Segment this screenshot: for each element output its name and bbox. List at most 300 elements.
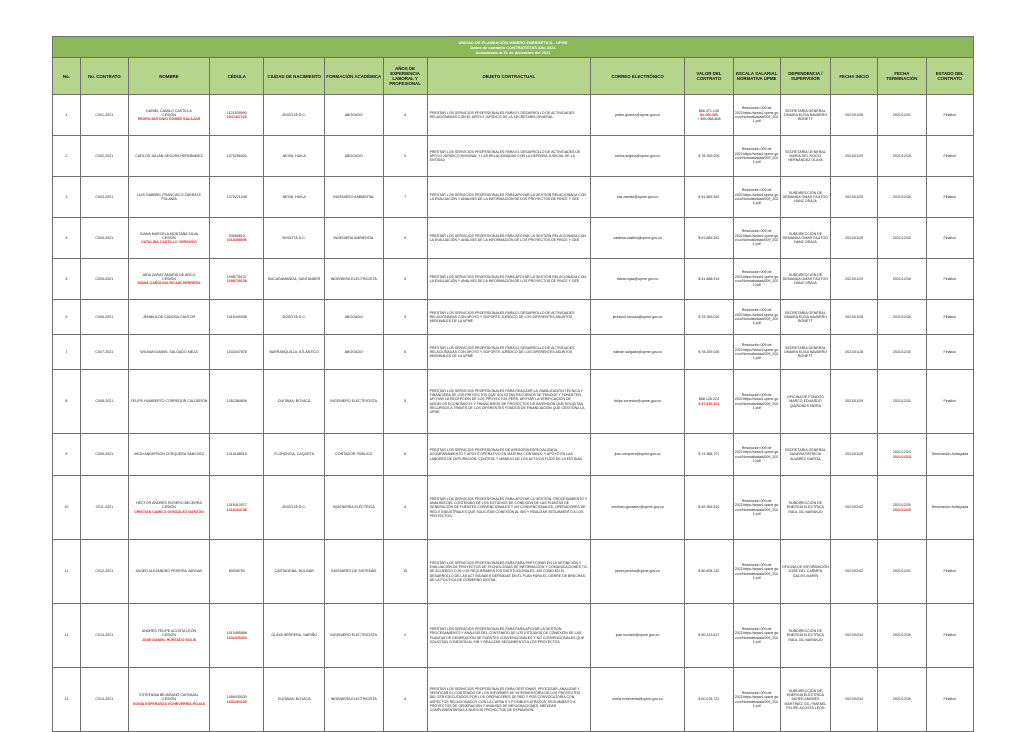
academic-training: ABOGADO — [344, 112, 363, 117]
header-dependencia: DEPENDENCIA / SUPERVISOR — [780, 58, 830, 95]
email-address-cell — [590, 668, 684, 732]
header-escala: ESCALA SALARIAL NORMATIVA UPME — [733, 58, 780, 95]
email-address: jhon.cerquera@upme.gov.co — [614, 452, 661, 457]
end-date: 2021/12/30 — [892, 349, 911, 354]
contract-number: C009-2021 — [95, 452, 114, 457]
contractor-name: JAVIER ALEJANDRO PEREIRA VARGAS — [135, 569, 203, 574]
cession-label: CESIÓN — [162, 633, 176, 638]
contract-object: PRESTAR LOS SERVICIOS PROFESIONALES PARA APOYAR LA GESTIÓN RELACIONADA CON LA EVALUACIÓN Y ANÁLISIS DE LA INFORMACIÓN DE LOS PROYECTOS DE PINCE Y GEE — [429, 233, 586, 242]
contract-status: Finalizó — [943, 194, 956, 199]
contract-status-cell — [926, 95, 974, 136]
department-supervisor: SECRETARÍA GENERAL OMAIRA ELISA NAVARRO BONETT — [783, 345, 827, 359]
salary-scale-cell — [733, 434, 780, 476]
contract-object: PRESTAR LOS SERVICIOS PROFESIONALES PARA EL DESARROLLO DE ACTIVIDADES RELACIONADAS CON APOYO Y SOPORTE JURÍDICO DE LOS DIFERENTES ASUNTOS MISIONALES DE LA UPME — [429, 310, 575, 324]
end-date-cell — [878, 218, 926, 259]
salary-scale: Resolución 009 de 2021https://www1.upme.gov.co/Normatividad/009_2021.pdf — [734, 498, 779, 516]
contractor-name-cell — [128, 259, 209, 300]
email-address-cell — [590, 177, 684, 218]
row-number: 1 — [65, 112, 68, 117]
email-address: javier.pereira@upme.gov.co — [615, 569, 660, 574]
table-row — [53, 95, 974, 136]
contract-status: Finalizó — [943, 569, 956, 574]
email-address-cell — [590, 434, 684, 476]
contractor-name-cell — [128, 476, 209, 540]
years-experience: 4 — [404, 697, 407, 702]
contract-number: C012-2021 — [95, 569, 114, 574]
end-date-cell — [878, 300, 926, 335]
end-date: 2021/12/30 — [892, 503, 911, 508]
contract-number: C003-2021 — [95, 194, 114, 199]
contract-status-cell — [926, 604, 974, 668]
assignee-id: 1047437126 — [226, 115, 247, 119]
contract-object: PRESTAR LOS SERVICIOS PROFESIONALES PARA PARA APOYAR LA GESTIÓN, PROCESAMIENTO Y ANÁLISIS DEL CONTENIDO DE LOS ESTUDIOS DE CONEXIÓN DE LAS PLANTAS DE GENERACIÓN DE FUENTES CONVENCIONALES Y NO CONVENCIONALES QUE SOLICITAN CONEXIÓN AL SIN Y REALIZAR SEGUIMIENTO A LOS PROYECTOS — [429, 627, 585, 644]
department-supervisor-cell — [780, 335, 830, 370]
birth-city: BARRANQUILLA, ATLÁNTICO — [269, 349, 319, 354]
birth-city-cell — [264, 177, 325, 218]
salary-scale: Resolución 009 de 2021https://www1.upme.gov.co/Normatividad/009_2021.pdf — [734, 188, 779, 206]
birth-city-cell — [264, 218, 325, 259]
academic-training-cell — [325, 540, 384, 604]
years-experience: 5 — [404, 153, 407, 158]
department-supervisor-cell — [780, 259, 830, 300]
contract-value: $88.126.224 — [698, 397, 719, 402]
contract-number-cell — [80, 136, 128, 177]
contractor-name-cell — [128, 218, 209, 259]
email-address: jose.hurtado@upme.gov.co — [615, 633, 660, 638]
years-experience: 6 — [404, 452, 407, 457]
row-number: 10 — [64, 505, 69, 510]
academic-training-cell — [325, 434, 384, 476]
row-number-cell — [53, 540, 81, 604]
email-address-cell — [590, 335, 684, 370]
years-experience: 4 — [404, 505, 407, 510]
contractor-name-cell — [128, 335, 209, 370]
email-address-cell — [590, 218, 684, 259]
academic-training-cell — [325, 136, 384, 177]
academic-training-cell — [325, 218, 384, 259]
birth-city-cell — [264, 335, 325, 370]
email-address-cell — [590, 370, 684, 434]
row-number: 4 — [65, 235, 68, 240]
salary-scale-cell — [733, 604, 780, 668]
salary-scale: Resolución 009 de 2021https://www1.upme.gov.co/Normatividad/009_2021.pdf — [734, 308, 779, 326]
department-supervisor-cell — [780, 604, 830, 668]
start-date: 2021/02/04 — [845, 633, 864, 638]
department-supervisor-cell — [780, 540, 830, 604]
contract-value-cell — [685, 604, 733, 668]
contractor-name: FELIPE HUMBERTO CORREDOR CALDERÓN — [130, 399, 208, 404]
contractor-name-cell — [128, 370, 209, 434]
assignee-name: DIANA CAROLINA ROJAS HERRERA — [137, 281, 201, 286]
start-date: 2021/01/29 — [845, 452, 864, 457]
academic-training: ABOGADO — [344, 153, 363, 158]
contract-object-cell — [427, 300, 590, 335]
start-date-cell — [831, 259, 878, 300]
title-line-1: UNIDAD DE PLANEACIÓN MINERO ENERGÉTICA - UPME — [458, 39, 568, 45]
email-address: sonia.echeverria@upme.gov.co — [612, 697, 663, 702]
birth-city-cell — [264, 540, 325, 604]
id-number: 1052384806 — [226, 399, 247, 404]
academic-training-cell — [325, 300, 384, 335]
email-address: felipe.corredor@upme.gov.co — [614, 399, 662, 404]
department-supervisor: SECRETARÍA GENERAL OMAIRA ELISA NAVARRO BONETT — [783, 310, 827, 324]
id-number: 1075221248 — [226, 194, 247, 199]
contractor-name: ESTEFANIA BEJARANO CARVAJAL — [139, 693, 199, 698]
years-experience-cell — [383, 434, 427, 476]
academic-training: CONTADOR PÚBLICO — [335, 452, 373, 457]
academic-training: ABOGADO — [344, 349, 363, 354]
academic-training-cell — [325, 177, 384, 218]
salary-scale: Resolución 009 de 2021https://www1.upme.gov.co/Normatividad/009_2021.pdf — [734, 445, 779, 463]
id-number: 1121839990 — [226, 110, 247, 115]
contract-value: $ 52.365.510 — [698, 505, 720, 510]
academic-training-cell — [325, 95, 384, 136]
contract-value: $86.471.145 — [698, 108, 719, 113]
academic-training: INGENIERA ELECTRICISTA — [330, 276, 377, 281]
value-total: + $93.968.808 — [697, 117, 721, 122]
academic-training-cell — [325, 668, 384, 732]
contract-number: C008-2021 — [95, 399, 114, 404]
contract-object-cell — [427, 668, 590, 732]
academic-training-cell — [325, 370, 384, 434]
contract-status: Finalizó — [943, 112, 956, 117]
department-supervisor: SUBDIRECCIÓN DE ENERGÍA ELÉCTRICA RAÚL GIL NARANJO — [786, 629, 824, 642]
salary-scale-cell — [733, 177, 780, 218]
email-address: luis.zarrate@upme.gov.co — [616, 194, 659, 199]
start-date: 2021/01/28 — [845, 314, 864, 319]
academic-training: ABOGADO — [344, 314, 363, 319]
row-number-cell — [53, 668, 81, 732]
contract-object-cell — [427, 95, 590, 136]
department-supervisor: OFICINA DE INFORMACIÓN JOSÉ DEL CARMEN GALVIS MARÍN — [781, 565, 829, 578]
years-experience-cell — [383, 259, 427, 300]
birth-city-cell — [264, 95, 325, 136]
years-experience: 7 — [404, 194, 407, 199]
salary-scale-cell — [733, 668, 780, 732]
start-date-cell — [831, 300, 878, 335]
contract-value: $ 80.608.132 — [698, 569, 720, 574]
department-supervisor: SUBDIRECCIÓN DE DEMANDA OMAR FAJITOO HANZ ORAJA — [782, 231, 829, 245]
contract-object: PRESTAR LOS SERVICIOS PROFESIONALES DE ASESORÍA ESPECIALIZADA, ACOMPAÑAMIENTO Y APOYO OPERATIVO EN MATERIA CONTABLE; Y APOYO EN LAS LABORES DE DEPURACIÓN, CONTROL Y MANEJO DE LOS ACTIVOS FIJOS DE LA ENTIDAD. — [429, 448, 584, 461]
start-date: 2021/02/04 — [845, 697, 864, 702]
id-number-cell — [210, 604, 264, 668]
contract-value-cell — [685, 476, 733, 540]
birth-city: BOGOTÁ D.C. — [282, 112, 306, 117]
value-addition: $ 87.630.101 — [698, 401, 720, 406]
academic-training: INGENIERO DE SISTEMAS — [331, 569, 377, 574]
contract-number: C005-2021 — [95, 276, 114, 281]
id-number-cell — [210, 218, 264, 259]
contract-number-cell — [80, 177, 128, 218]
id-number-cell — [210, 335, 264, 370]
row-number-cell — [53, 136, 81, 177]
contract-object: PRESTAR LOS SERVICIOS PROFESIONALES PARA EL DESARROLLO DE ACTIVIDADES RELACIONADAS CON EL APOYO JURÍDICO DE LA SECRETARÍA GENERAL — [429, 110, 575, 119]
academic-training: INGENIERA AMBIENTAL — [333, 235, 374, 240]
contractor-name: HÉCTOR ANDRÉS ROSERO BECERRA — [136, 501, 202, 506]
end-date: 2021/12/30 — [892, 153, 911, 158]
email-address: diana.rojas@upme.gov.co — [616, 276, 659, 281]
contract-number: C004-2021 — [95, 235, 114, 240]
contract-value-cell — [685, 259, 733, 300]
table-row — [53, 434, 974, 476]
years-experience-cell — [383, 540, 427, 604]
contract-value-cell — [685, 335, 733, 370]
header-fin: FECHA TERMINACIÓN — [878, 58, 926, 95]
header-valor: VALOR DEL CONTRATO — [685, 58, 733, 95]
start-date: 2021/01/29 — [845, 399, 864, 404]
birth-city-cell — [264, 476, 325, 540]
birth-city-cell — [264, 434, 325, 476]
contract-number: C011-2021 — [95, 505, 114, 510]
row-number: 5 — [65, 276, 68, 281]
contract-value-cell — [685, 218, 733, 259]
contract-value: $ 50.313.817 — [698, 633, 720, 638]
table-row — [53, 136, 974, 177]
table-row — [53, 300, 974, 335]
email-address-cell — [590, 540, 684, 604]
assignee-id: 1018458096 — [226, 238, 247, 242]
contract-object: PRESTAR LOS SERVICIOS PROFESIONALES PARA EL DESARROLLO DE ACTIVIDADES RELACIONADAS CON APOYO Y SOPORTE JURÍDICO DE LOS DIFERENTES ASUNTOS MISIONALES DE LA UPME — [429, 345, 575, 359]
end-date-cell — [878, 370, 926, 434]
email-address: wilman.salgado@upme.gov.co — [613, 349, 662, 354]
end-date: 2021/12/30 — [892, 314, 911, 319]
header-row — [53, 58, 974, 95]
header-no: No. — [53, 58, 81, 95]
table-row — [53, 476, 974, 540]
years-experience-cell — [383, 668, 427, 732]
years-experience-cell — [383, 300, 427, 335]
contract-status: Finalizó — [943, 697, 956, 702]
row-number: 13 — [64, 697, 69, 702]
contract-object: PRESTAR LOS SERVICIOS PROFESIONALES PARA APOYAR LA GESTIÓN, PROCESAMIENTO Y ANÁLISIS DEL CONTENIDO DE LOS ESTUDIOS DE CONEXIÓN DE LAS PLANTAS DE GENERACIÓN DE FUENTES CONVENCIONALES Y NO CONVENCIONALES, OPERADORES DE RED E INDUSTRIALES QUE SOLICITAN CONEXIÓN AL SIN Y REALIZAR SEGUIMIENTO A LOS PROYECTOS. — [429, 496, 588, 518]
salary-scale: Resolución 009 de 2021https://www1.upme.gov.co/Normatividad/009_2021.pdf — [734, 147, 779, 165]
early-end-date: 2021/12/20 — [892, 507, 911, 512]
salary-scale: Resolución 009 de 2021https://www1.upme.gov.co/Normatividad/009_2021.pdf — [734, 343, 779, 361]
start-date: 2021/01/28 — [845, 349, 864, 354]
department-supervisor-cell — [780, 300, 830, 335]
years-experience-cell — [383, 177, 427, 218]
email-address: catalina.castillo@upme.gov.co — [613, 235, 662, 240]
salary-scale: Resolución 009 de 2021https://www1.upme.gov.co/Normatividad/009_2021.pdf — [734, 690, 779, 708]
salary-scale-cell — [733, 218, 780, 259]
contract-object: PRESTAR LOS SERVICIOS PROFESIONALES PARA GESTIONAR, PROCESAR, ANALIZAR Y VERIFICAR EL CONTENIDO DE LOS INFORMES DE INTERVENTORÍA DE LOS PROYECTOS DEL STR EJECUTADOS POR LOS OPERADORES DE RED Y POR CONVOCATORIA CON ASPECTOS RELACIONADOS CON LA CURVA S Y POSIBLES ATRASOS, SEGUIMIENTO A PROYECTOS DE GENERACIÓN Y ANÁLISIS DE IMPUGNACIONES, MEDIDAS COMPLEMENTARIAS A NUEVOS PROYECTOS DE EXPANSIÓN. — [429, 686, 581, 712]
end-date-cell — [878, 604, 926, 668]
row-number-cell — [53, 177, 81, 218]
id-number-cell — [210, 434, 264, 476]
contract-number-cell — [80, 668, 128, 732]
contractor-name: DANIEL CAMILO CASTILLA — [146, 108, 192, 113]
contractor-name-cell — [128, 136, 209, 177]
years-experience: 5 — [404, 399, 407, 404]
academic-training-cell — [325, 476, 384, 540]
header-objeto: OBJETO CONTRACTUAL — [427, 58, 590, 95]
contract-value-cell — [685, 540, 733, 604]
contractors-sheet — [52, 36, 974, 712]
department-supervisor: SECRETARÍA GENERAL SANDRA PATRICIA ALVAREZ GARCÍA — [785, 448, 826, 461]
years-experience: 15 — [403, 569, 408, 574]
contract-object-cell — [427, 476, 590, 540]
header-contrato: No. CONTRATO — [80, 58, 128, 95]
department-supervisor-cell — [780, 476, 830, 540]
birth-city: CARTAGENA, BOLIVAR — [274, 569, 314, 574]
department-supervisor-cell — [780, 434, 830, 476]
contract-number: C014-2021 — [95, 697, 114, 702]
contract-number: C013-2021 — [95, 633, 114, 638]
start-date: 2021/01/29 — [845, 235, 864, 240]
contract-value-cell — [685, 177, 733, 218]
years-experience-cell — [383, 136, 427, 177]
contract-status-cell — [926, 434, 974, 476]
assignee-name: SONIA ESPERANZA ECHEVERRIA ROJAS — [132, 701, 206, 706]
contract-number-cell — [80, 370, 128, 434]
table-row — [53, 335, 974, 370]
contract-number-cell — [80, 434, 128, 476]
id-number: 1015449358 — [226, 314, 247, 319]
id-number: 80038750 — [228, 569, 245, 574]
academic-training-cell — [325, 335, 384, 370]
header-cedula: CÉDULA — [210, 58, 264, 95]
academic-training-cell — [325, 604, 384, 668]
department-supervisor: OFICINA DE FONDOS MARCO EDUARDO QUIÑONES NEIRA — [787, 395, 824, 408]
id-number-cell — [210, 177, 264, 218]
years-experience: 5 — [404, 276, 407, 281]
id-number-cell — [210, 300, 264, 335]
end-date-cell — [878, 259, 926, 300]
email-address-cell — [590, 604, 684, 668]
start-date: 2021/02/02 — [845, 505, 864, 510]
assignee-id: 1098735138 — [226, 279, 247, 283]
end-date: 2021/12/30 — [892, 633, 911, 638]
contract-status-cell — [926, 335, 974, 370]
department-supervisor: SUBDIRECCIÓN DE DEMANDA OMAR FAJITOO HANZ ORAJA — [782, 190, 829, 204]
contract-value-cell — [685, 300, 733, 335]
row-number: 11 — [64, 569, 69, 574]
contractor-name: JENNIULOE CANOSA CANTOR — [142, 314, 196, 319]
end-date-cell — [878, 668, 926, 732]
birth-city: BOGOTÁ D.C. — [282, 235, 306, 240]
start-date: 2021/01/29 — [845, 153, 864, 158]
header-formacion: FORMACIÓN ACADÉMICA — [325, 58, 384, 95]
salary-scale-cell — [733, 476, 780, 540]
birth-city-cell — [264, 136, 325, 177]
end-date-cell — [878, 95, 926, 136]
contract-number-cell — [80, 300, 128, 335]
id-number-cell — [210, 540, 264, 604]
academic-training-cell — [325, 259, 384, 300]
years-experience: 5 — [404, 349, 407, 354]
email-address-cell — [590, 300, 684, 335]
start-date-cell — [831, 604, 878, 668]
row-number: 6 — [65, 314, 68, 319]
start-date-cell — [831, 668, 878, 732]
contract-number-cell — [80, 476, 128, 540]
years-experience-cell — [383, 604, 427, 668]
contract-value-cell — [685, 136, 733, 177]
birth-city: NEIVA, HUILA — [282, 153, 306, 158]
id-number-cell — [210, 136, 264, 177]
contract-status: Finalizó — [943, 153, 956, 158]
contract-value: $ 51.888.914 — [698, 276, 720, 281]
header-ciudad: CIUDAD DE NACIMIENTO — [264, 58, 325, 95]
contractor-name: ANDRÉS FELIPE ACOSTA LEÓN — [141, 629, 197, 634]
salary-scale: Resolución 009 de 2021https://www1.upme.gov.co/Normatividad/009_2021.pdf — [734, 392, 779, 410]
contractor-name: LUIS GABRIEL FRANCISCO ZARRATE POLANIA — [136, 192, 202, 201]
id-number-cell — [210, 668, 264, 732]
birth-city-cell — [264, 259, 325, 300]
contract-value-cell — [685, 370, 733, 434]
row-number-cell — [53, 335, 81, 370]
title-line-2: Datos de contacto CONTRATISTAS Año 2021 — [470, 44, 556, 50]
assignee-name: CATALINA CASTILLO VERGUDO — [141, 240, 197, 245]
id-number: 1056430030 — [226, 695, 247, 700]
contract-value: $ 61.889.392 — [698, 194, 720, 199]
contractor-name: WILMAN DANIEL SALGADO MEZA — [140, 349, 198, 354]
contract-object: PRESTAR LOS SERVICIOS PROFESIONALES PARA PARA PARTICIPAR EN LA DEFINICIÓN Y EVALUACIÓN DE PROYECTOS DE TECNOLOGÍAS DE INFORMACIÓN Y COMUNICACIONES TIC DE ACUERDO CON LOS REQUERIMIENTOS INSTITUCIONALES, ASÍ COMO EN EL DESARROLLO DE LAS ACTIVIDADES DEFINIDAS EN EL PLAN PARA EL CIERRE DE BRECHAS DE LA POLÍTICA DE GOBIERNO DIGITAL. — [429, 560, 588, 582]
contract-status: Terminación Anticipada — [931, 452, 969, 457]
end-date: 2021/12/30 — [892, 697, 911, 702]
table-row — [53, 259, 974, 300]
contractor-name-cell — [128, 95, 209, 136]
contract-object-cell — [427, 259, 590, 300]
start-date-cell — [831, 540, 878, 604]
contract-number-cell — [80, 259, 128, 300]
contract-status-cell — [926, 136, 974, 177]
birth-city: OLAYA HERRERA, NARIÑO — [271, 633, 318, 638]
department-supervisor-cell — [780, 177, 830, 218]
contract-status-cell — [926, 218, 974, 259]
contract-object: PRESTAR LOS SERVICIOS PROFESIONALES PARA APOYAR LA GESTIÓN RELACIONADA CON LA EVALUACIÓN Y ANÁLISIS DE LA INFORMACIÓN DE LOS PROYECTOS DE PINCE Y GEE — [429, 274, 586, 283]
contract-value-cell — [685, 668, 733, 732]
contract-value: $ 60.078.722 — [698, 697, 720, 702]
contract-object-cell — [427, 335, 590, 370]
cession-label: CESIÓN — [162, 697, 176, 702]
header-nombre: NOMBRE — [128, 58, 209, 95]
contract-value: $ 61.889.392 — [698, 235, 720, 240]
title-row — [53, 37, 974, 58]
row-number-cell — [53, 300, 81, 335]
years-experience-cell — [383, 370, 427, 434]
contract-status-cell — [926, 540, 974, 604]
salary-scale-cell — [733, 370, 780, 434]
start-date-cell — [831, 370, 878, 434]
id-number: 1015412577 — [226, 503, 247, 508]
start-date-cell — [831, 95, 878, 136]
table-row — [53, 218, 974, 259]
email-address-cell — [590, 95, 684, 136]
cession-label: CESIÓN — [162, 276, 176, 281]
end-date: 2021/12/24 — [892, 450, 911, 455]
id-number: 53069810 — [228, 233, 245, 238]
row-number-cell — [53, 604, 81, 668]
row-number-cell — [53, 476, 81, 540]
assignee-id: 1032394109 — [226, 699, 247, 704]
contract-status: Finalizó — [943, 235, 956, 240]
birth-city-cell — [264, 668, 325, 732]
contract-value-cell — [685, 95, 733, 136]
row-number-cell — [53, 370, 81, 434]
birth-city: BUCARAMANGA, SANTANDER — [268, 276, 321, 281]
contract-number: C006-2021 — [95, 314, 114, 319]
header-experiencia: AÑOS DE EXPERIENCIA LABORAL Y PROFESIONAL — [383, 58, 427, 95]
contractor-name: JHON ANDERSON CERQUERA SÁNCHEZ — [133, 452, 205, 457]
birth-city-cell — [264, 370, 325, 434]
email-address-cell — [590, 259, 684, 300]
contract-status-cell — [926, 668, 974, 732]
contract-number-cell — [80, 335, 128, 370]
contract-status: Finalizó — [943, 633, 956, 638]
contractor-name-cell — [128, 668, 209, 732]
contract-status-cell — [926, 370, 974, 434]
